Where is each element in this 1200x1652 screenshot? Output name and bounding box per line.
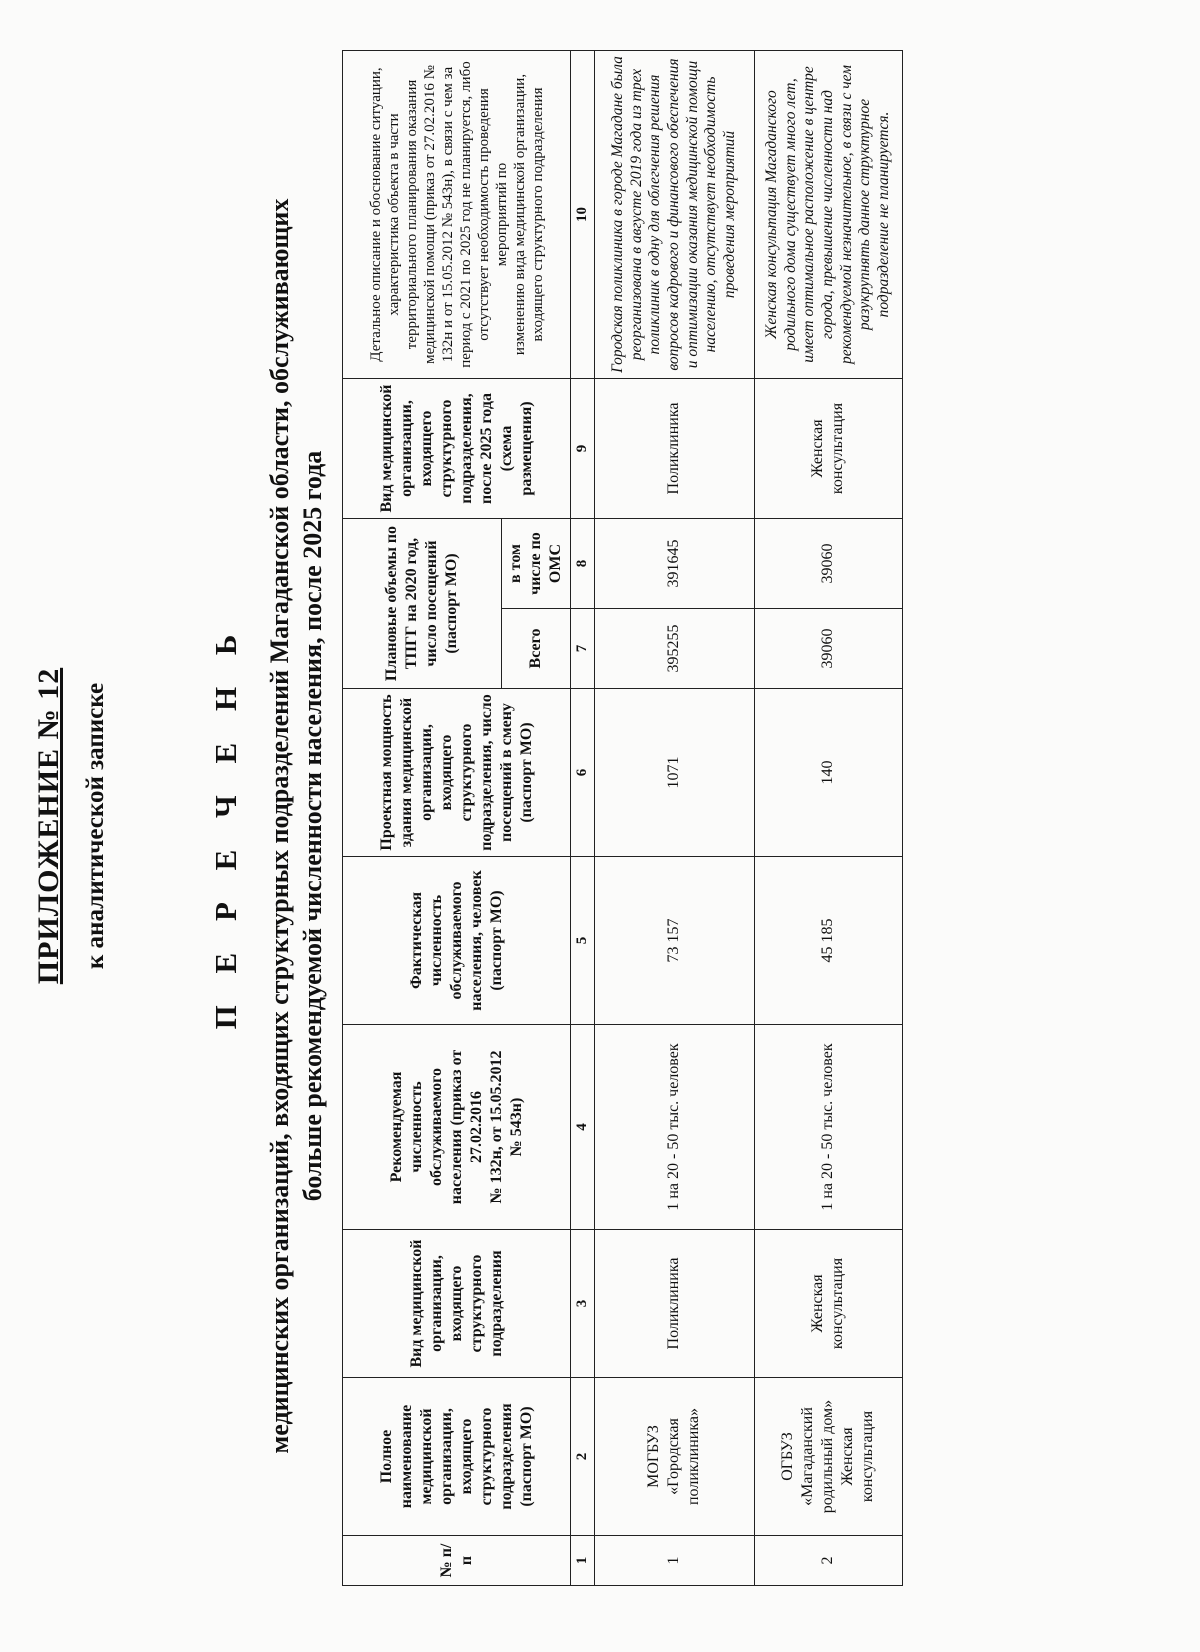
header-description-line3: изменению вида медицинской организации, входящего структурного подразделения (511, 73, 546, 356)
column-number: 1 (571, 1536, 595, 1586)
column-number: 3 (571, 1230, 595, 1378)
row-oms-visits: 391645 (594, 519, 754, 609)
row-org-name-line: ОГБУЗ (779, 1432, 797, 1481)
column-number: 6 (571, 689, 595, 857)
row-type-after-2025: Поликлиника (594, 379, 754, 519)
header-org-type: Вид медицинской организации, входящего структурного подразделения (343, 1230, 571, 1378)
rotated-sheet (20, 26, 1180, 1626)
header-recommended-line1: Рекомендуемая численность обслуживаемого населения (приказ от 27.02.2016 (387, 1049, 485, 1205)
row-actual-population: 45 185 (754, 857, 902, 1025)
header-description-line1: Детальное описание и обоснование ситуации, характеристика объекта в части территориального планирования оказания (367, 67, 420, 362)
organizations-table (342, 50, 903, 1586)
appendix-title: ПРИЛОЖЕНИЕ № 12 (32, 667, 65, 985)
row-org-type: Женская консультация (754, 1230, 902, 1378)
header-num: № п/п (343, 1536, 571, 1586)
column-number: 7 (571, 609, 595, 689)
row-org-name-line: Женская (839, 1427, 857, 1486)
row-recommended: 1 на 20 - 50 тыс. человек (754, 1025, 902, 1230)
header-capacity: Проектная мощность здания медицинской организации, входящего структурного подразделения, число посещений в смену (паспорт МО) (343, 689, 571, 857)
row-org-name-line: поликлиника» (685, 1408, 703, 1505)
appendix-subtitle: к аналитической записке (82, 682, 109, 970)
column-number: 9 (571, 379, 595, 519)
row-org-name (754, 1378, 902, 1536)
row-capacity: 140 (754, 689, 902, 857)
column-number: 2 (571, 1378, 595, 1536)
row-num: 1 (594, 1536, 754, 1586)
header-full-name: Полное наименование медицинской организации, входящего структурного подразделения (паспорт МО) (343, 1378, 571, 1536)
row-org-name-line: «Магаданский (799, 1407, 817, 1506)
column-number: 4 (571, 1025, 595, 1230)
header-total: Всего (502, 609, 571, 689)
document-title: П Е Р Е Ч Е Н Ь (208, 622, 243, 1030)
row-type-after-2025: Женская консультация (754, 379, 902, 519)
header-planned-volumes: Плановые объемы по ТПГГ на 2020 год, число посещений (паспорт МО) (343, 519, 502, 689)
row-org-name-line: «Городская (665, 1418, 683, 1495)
row-total-visits: 39060 (754, 609, 902, 689)
row-actual-population: 73 157 (594, 857, 754, 1025)
row-org-name-line: МОГБУЗ (645, 1425, 663, 1488)
header-recommended (343, 1025, 571, 1230)
row-total-visits: 395255 (594, 609, 754, 689)
header-row-1 (343, 51, 502, 1586)
column-number: 5 (571, 857, 595, 1025)
table-row (754, 51, 902, 1586)
header-recommended-line3: № 543н) (507, 1097, 525, 1157)
table-row (594, 51, 754, 1586)
row-num: 2 (754, 1536, 902, 1586)
row-capacity: 1071 (594, 689, 754, 857)
row-description: Женская консультация Магаданского родильного дома существует много лет, имеет оптимальное расположение в центре города, превышение численности над рекомендуемой незначительное, в связи с чем разукрупнять данное структурное подразделение не планируется. (754, 51, 902, 379)
row-recommended: 1 на 20 - 50 тыс. человек (594, 1025, 754, 1230)
row-org-name-line: консультация (859, 1410, 877, 1503)
row-org-name (594, 1378, 754, 1536)
header-oms: в том числе по ОМС (502, 519, 571, 609)
document-subtitle-line2: больше рекомендуемой численности населения, после 2025 года (298, 450, 327, 1202)
row-oms-visits: 39060 (754, 519, 902, 609)
header-actual-population: Фактическая численность обслуживаемого населения, человек (паспорт МО) (343, 857, 571, 1025)
document-subtitle-line1: медицинских организаций, входящих структурных подразделений Магаданской области, обслуживающих (265, 198, 294, 1454)
header-type-after-2025: Вид медицинской организации, входящего структурного подразделения, после 2025 года (схема размещения) (343, 379, 571, 519)
row-description: Городская поликлиника в городе Магадане была реорганизована в августе 2019 года из трех поликлиник в одну для облегчения решения вопросов кадрового и финансового обеспечения и оптимизации оказания медицинской помощи населению, отсутствует необходимость проведения мероприятий (594, 51, 754, 379)
header-recommended-line2: № 132н, от 15.05.2012 (487, 1050, 505, 1204)
row-org-type: Поликлиника (594, 1230, 754, 1378)
column-numbers-row (571, 51, 595, 1586)
header-description-line2: медицинской помощи (приказ от 27.02.2016 № 132н и от 15.05.2012 № 543н), в связи с чем за период с 2021 по 2025 год не планируется, либо отсутствует необходимость проведения мероприятий по (421, 61, 510, 368)
column-number: 10 (571, 51, 595, 379)
row-org-name-line: родильный дом» (819, 1399, 837, 1514)
header-description (343, 51, 571, 379)
column-number: 8 (571, 519, 595, 609)
